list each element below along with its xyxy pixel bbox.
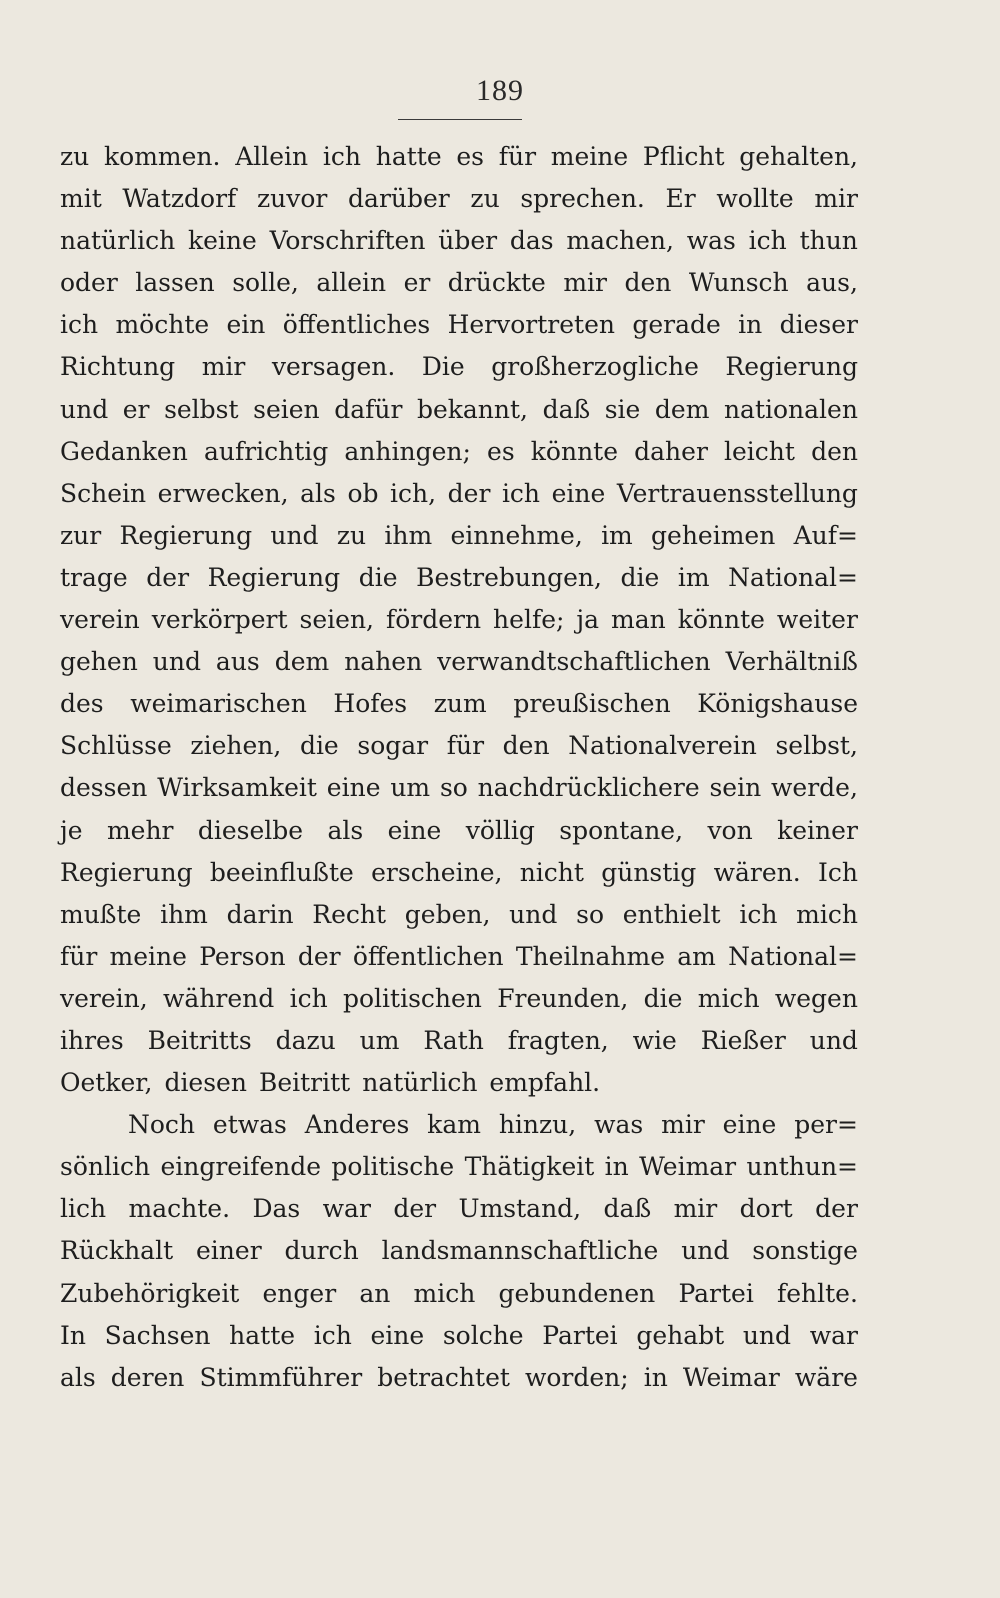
- word: für: [498, 142, 537, 171]
- word: je: [60, 815, 83, 845]
- word: Königshause: [697, 689, 858, 719]
- word: in: [738, 310, 763, 340]
- word: Umstand,: [458, 1194, 582, 1224]
- word: Recht: [312, 899, 387, 929]
- word: Gedanken: [60, 436, 188, 466]
- word: etwas: [212, 1110, 287, 1140]
- word: selbst,: [775, 731, 858, 761]
- word: Verhältniß: [725, 647, 858, 677]
- word: die: [358, 562, 398, 592]
- word: zuvor: [256, 184, 328, 214]
- body-text: [60, 142, 858, 1405]
- word: machen,: [566, 226, 674, 256]
- word: solle,: [232, 268, 299, 298]
- text-line: [60, 268, 858, 310]
- word: fragten,: [507, 1025, 609, 1055]
- word: im: [677, 562, 710, 592]
- word: trage: [60, 562, 128, 592]
- text-line: [60, 395, 858, 437]
- word: in: [604, 1152, 629, 1182]
- word: an: [359, 1278, 391, 1308]
- word: er: [403, 268, 431, 298]
- word: erwecken,: [157, 478, 289, 508]
- text-line: [60, 984, 858, 1026]
- word: leicht: [724, 436, 795, 466]
- word: Vorschriften: [269, 226, 426, 256]
- word: über: [438, 226, 498, 256]
- word: sie: [604, 394, 641, 424]
- word: per=: [794, 1110, 858, 1140]
- word: weimarischen: [130, 689, 307, 719]
- word: keine: [187, 226, 257, 256]
- word: sogar: [357, 731, 429, 761]
- word: als: [327, 815, 364, 845]
- word: Regierung: [60, 857, 193, 887]
- word: war: [809, 1320, 858, 1350]
- word: Beitritt: [258, 1068, 351, 1098]
- word: am: [677, 941, 716, 971]
- word: verkörpert: [151, 605, 288, 635]
- word: sprechen.: [520, 184, 645, 214]
- word: der: [393, 1194, 437, 1224]
- word: eine: [370, 1320, 425, 1350]
- word: fehlte.: [776, 1278, 858, 1308]
- word: man: [611, 605, 666, 635]
- word: ich,: [390, 478, 437, 508]
- word: gehen: [60, 647, 138, 677]
- word: wollte: [716, 184, 794, 214]
- word: ihres: [60, 1025, 124, 1055]
- word: geben,: [404, 899, 491, 929]
- word: Er: [665, 184, 696, 214]
- word: ihm: [384, 520, 433, 550]
- word: mir: [814, 184, 858, 214]
- word: natürlich: [60, 226, 176, 256]
- word: Regierung: [119, 520, 253, 550]
- word: mußte: [60, 899, 142, 929]
- word: Hofes: [333, 689, 408, 719]
- word: politischen: [342, 983, 482, 1013]
- text-line: [60, 1110, 858, 1152]
- word: hinzu,: [498, 1110, 577, 1140]
- word: Auf=: [793, 520, 858, 550]
- word: Das: [252, 1194, 301, 1224]
- word: Freunden,: [497, 983, 629, 1013]
- word: In: [60, 1320, 86, 1350]
- word: ziehen,: [190, 731, 282, 761]
- word: dessen: [60, 773, 148, 803]
- word: seien: [253, 394, 320, 424]
- word: Vertrauensstellung: [616, 478, 858, 508]
- word: wegen: [774, 983, 858, 1013]
- word: Die: [421, 352, 465, 382]
- text-line: [60, 184, 858, 226]
- word: dem: [654, 394, 710, 424]
- word: während: [163, 983, 275, 1013]
- text-line: [60, 521, 858, 563]
- text-line: [60, 1279, 858, 1321]
- text-line: [60, 647, 858, 689]
- word: und: [681, 1236, 730, 1266]
- word: Nationalverein: [568, 731, 757, 761]
- word: gehalten,: [739, 142, 858, 171]
- word: Weimar: [639, 1152, 737, 1182]
- word: gebundenen: [498, 1278, 656, 1308]
- text-line: [60, 1026, 858, 1068]
- text-line: [60, 773, 858, 815]
- word: natürlich: [362, 1068, 478, 1098]
- word: aus: [215, 647, 260, 677]
- word: fördern: [385, 605, 482, 635]
- word: preußischen: [513, 689, 671, 719]
- word: ein: [226, 310, 266, 340]
- text-line: [60, 1363, 858, 1405]
- text-line: [60, 1152, 858, 1194]
- word: hatte: [229, 1320, 296, 1350]
- word: daß: [542, 394, 591, 424]
- word: unthun=: [746, 1152, 858, 1182]
- word: meine: [109, 941, 187, 971]
- text-line: [60, 479, 858, 521]
- text-line: [60, 1236, 858, 1278]
- word: der: [815, 1194, 858, 1224]
- word: Bestrebungen,: [416, 562, 602, 592]
- word: darin: [226, 899, 294, 929]
- word: möchte: [115, 310, 210, 340]
- word: dort: [739, 1194, 793, 1224]
- word: Theilnahme: [515, 941, 665, 971]
- word: dafür: [334, 394, 403, 424]
- word: Regierung: [725, 352, 858, 382]
- word: der: [146, 562, 190, 592]
- word: wären.: [713, 857, 801, 887]
- word: für: [60, 941, 98, 971]
- word: zu: [60, 142, 90, 171]
- word: sonstige: [752, 1236, 858, 1266]
- word: erscheine,: [371, 857, 503, 887]
- word: verein: [60, 605, 140, 635]
- word: keiner: [777, 815, 858, 845]
- word: ich: [501, 478, 541, 508]
- word: öffentliches: [282, 310, 431, 340]
- word: Partei: [678, 1278, 754, 1308]
- word: Partei: [542, 1320, 618, 1350]
- word: die: [620, 562, 660, 592]
- word: in: [643, 1362, 668, 1392]
- word: der: [297, 941, 341, 971]
- word: öffentlichen: [352, 941, 504, 971]
- word: und: [152, 647, 201, 677]
- word: Schlüsse: [60, 731, 172, 761]
- text-line: [60, 858, 858, 900]
- word: mir: [563, 268, 607, 298]
- word: dem: [274, 647, 330, 677]
- word: einer: [196, 1236, 262, 1266]
- word: die: [299, 731, 339, 761]
- word: ich: [748, 226, 787, 256]
- word: hatte: [375, 142, 442, 171]
- word: bekannt,: [416, 394, 529, 424]
- word: Beitritts: [147, 1025, 252, 1055]
- word: worden;: [524, 1362, 629, 1392]
- text-line: [60, 437, 858, 479]
- word: könnte: [530, 436, 619, 466]
- word: für: [446, 731, 485, 761]
- word: Rückhalt: [60, 1236, 174, 1266]
- word: empfahl.: [489, 1068, 601, 1098]
- word: der: [447, 478, 491, 508]
- word: als: [60, 1362, 96, 1392]
- word: nationalen: [723, 394, 858, 424]
- word: National=: [728, 562, 858, 592]
- word: mich: [413, 1278, 476, 1308]
- word: Wunsch: [688, 268, 789, 298]
- text-line: [60, 1068, 858, 1110]
- word: solche: [442, 1320, 524, 1350]
- word: mich: [697, 983, 760, 1013]
- word: versagen.: [271, 352, 396, 382]
- word: selbst: [164, 394, 239, 424]
- word: Ich: [817, 857, 858, 887]
- word: günstig: [601, 857, 697, 887]
- word: sein: [709, 773, 762, 803]
- text-line: [60, 226, 858, 268]
- word: im: [601, 520, 633, 550]
- text-line: [60, 816, 858, 858]
- text-line: [60, 605, 858, 647]
- word: mit: [60, 184, 102, 214]
- word: mich: [796, 899, 858, 929]
- word: es: [456, 142, 484, 171]
- word: nachdrücklichere: [477, 773, 700, 803]
- word: Zubehörigkeit: [60, 1278, 240, 1308]
- word: National=: [728, 941, 858, 971]
- word: des: [60, 689, 104, 719]
- word: seien,: [299, 605, 374, 635]
- word: Watzdorf: [122, 184, 237, 214]
- word: Anderes: [304, 1110, 410, 1140]
- word: Stimmführer: [199, 1362, 363, 1392]
- word: zu: [470, 184, 500, 214]
- word: wie: [632, 1025, 677, 1055]
- word: enger: [262, 1278, 337, 1308]
- word: ich: [60, 310, 99, 340]
- word: mir: [673, 1194, 718, 1224]
- text-line: [60, 1321, 858, 1363]
- word: lich: [60, 1194, 107, 1224]
- word: Hervortreten: [447, 310, 615, 340]
- word: war: [322, 1194, 371, 1224]
- word: Regierung: [207, 562, 341, 592]
- text-line: [60, 352, 858, 394]
- text-line: [60, 731, 858, 773]
- word: mehr: [106, 815, 174, 845]
- word: als: [300, 478, 336, 508]
- word: von: [707, 815, 753, 845]
- word: werde,: [771, 773, 858, 803]
- word: Thätigkeit: [464, 1152, 595, 1182]
- word: nicht: [519, 857, 584, 887]
- word: ich: [289, 983, 328, 1013]
- word: mir: [661, 1110, 705, 1140]
- word: dazu: [275, 1025, 336, 1055]
- word: und: [742, 1320, 792, 1350]
- word: den: [624, 268, 672, 298]
- word: aufrichtig: [203, 436, 329, 466]
- text-line: [60, 689, 858, 731]
- text-line: [60, 1194, 858, 1236]
- word: Person: [199, 941, 286, 971]
- word: verwandtschaftlichen: [437, 647, 711, 677]
- word: Rießer: [700, 1025, 786, 1055]
- word: könnte: [677, 605, 765, 635]
- text-line: [60, 900, 858, 942]
- word: eingreifende: [160, 1152, 322, 1182]
- word: dieser: [779, 310, 858, 340]
- word: ich: [322, 142, 361, 171]
- word: Sachsen: [104, 1320, 211, 1350]
- word: Oetker,: [60, 1068, 153, 1098]
- word: drückte: [447, 268, 546, 298]
- word: sönlich: [60, 1152, 151, 1182]
- text-line: [60, 142, 858, 184]
- word: Noch: [128, 1110, 196, 1140]
- word: verein,: [60, 983, 148, 1013]
- word: zum: [433, 689, 487, 719]
- word: daß: [603, 1194, 652, 1224]
- word: Allein: [235, 142, 309, 171]
- word: den: [811, 436, 858, 466]
- word: weiter: [776, 605, 858, 635]
- word: so: [439, 773, 468, 803]
- page-number-rule: [398, 119, 522, 120]
- word: eine: [551, 478, 606, 508]
- word: ob: [347, 478, 379, 508]
- word: einnehme,: [450, 520, 583, 550]
- word: politische: [331, 1152, 455, 1182]
- word: spontane,: [559, 815, 684, 845]
- word: ich: [313, 1320, 352, 1350]
- word: dieselbe: [197, 815, 304, 845]
- word: eine: [722, 1110, 777, 1140]
- word: völlig: [465, 815, 535, 845]
- word: zur: [60, 520, 102, 550]
- word: thun: [799, 226, 858, 256]
- word: ihm: [160, 899, 208, 929]
- word: meine: [550, 142, 629, 171]
- word: enthielt: [622, 899, 721, 929]
- text-line: [60, 942, 858, 984]
- page-number: 189: [476, 74, 524, 107]
- text-line: [60, 563, 858, 605]
- word: daher: [634, 436, 708, 466]
- word: zu: [336, 520, 367, 550]
- word: Rath: [423, 1025, 484, 1055]
- word: darüber: [348, 184, 450, 214]
- word: so: [576, 899, 604, 929]
- word: allein: [316, 268, 387, 298]
- word: den: [502, 731, 550, 761]
- word: landsmannschaftliche: [381, 1236, 659, 1266]
- word: wäre: [794, 1362, 858, 1392]
- word: Wirksamkeit: [157, 773, 317, 803]
- word: gerade: [632, 310, 721, 340]
- word: um: [359, 1025, 400, 1055]
- word: er: [122, 394, 150, 424]
- word: betrachtet: [377, 1362, 510, 1392]
- word: diesen: [164, 1068, 247, 1098]
- word: und: [509, 899, 558, 929]
- word: großherzogliche: [491, 352, 699, 382]
- word: mir: [201, 352, 246, 382]
- word: kam: [427, 1110, 481, 1140]
- word: es: [487, 436, 515, 466]
- word: die: [643, 983, 683, 1013]
- word: eine: [387, 815, 442, 845]
- word: helfe;: [493, 605, 565, 635]
- word: kommen.: [104, 142, 221, 171]
- word: anhingen;: [344, 436, 471, 466]
- word: deren: [110, 1362, 185, 1392]
- word: machte.: [128, 1194, 231, 1224]
- word: Pflicht: [642, 142, 725, 171]
- word: ich: [739, 899, 778, 929]
- word: gehabt: [636, 1320, 725, 1350]
- text-line: [60, 310, 858, 352]
- word: das: [509, 226, 554, 256]
- word: Schein: [60, 478, 147, 508]
- word: eine: [326, 773, 381, 803]
- word: um: [390, 773, 431, 803]
- word: Weimar: [682, 1362, 780, 1392]
- word: beeinflußte: [209, 857, 354, 887]
- word: durch: [284, 1236, 359, 1266]
- word: lassen: [135, 268, 215, 298]
- word: und: [809, 1025, 858, 1055]
- word: aus,: [806, 268, 858, 298]
- word: nahen: [344, 647, 423, 677]
- word: ja: [576, 605, 600, 635]
- word: Richtung: [60, 352, 176, 382]
- word: was: [594, 1110, 644, 1140]
- word: was: [686, 226, 736, 256]
- word: und: [270, 520, 319, 550]
- word: geheimen: [651, 520, 776, 550]
- word: oder: [60, 268, 118, 298]
- word: und: [60, 394, 109, 424]
